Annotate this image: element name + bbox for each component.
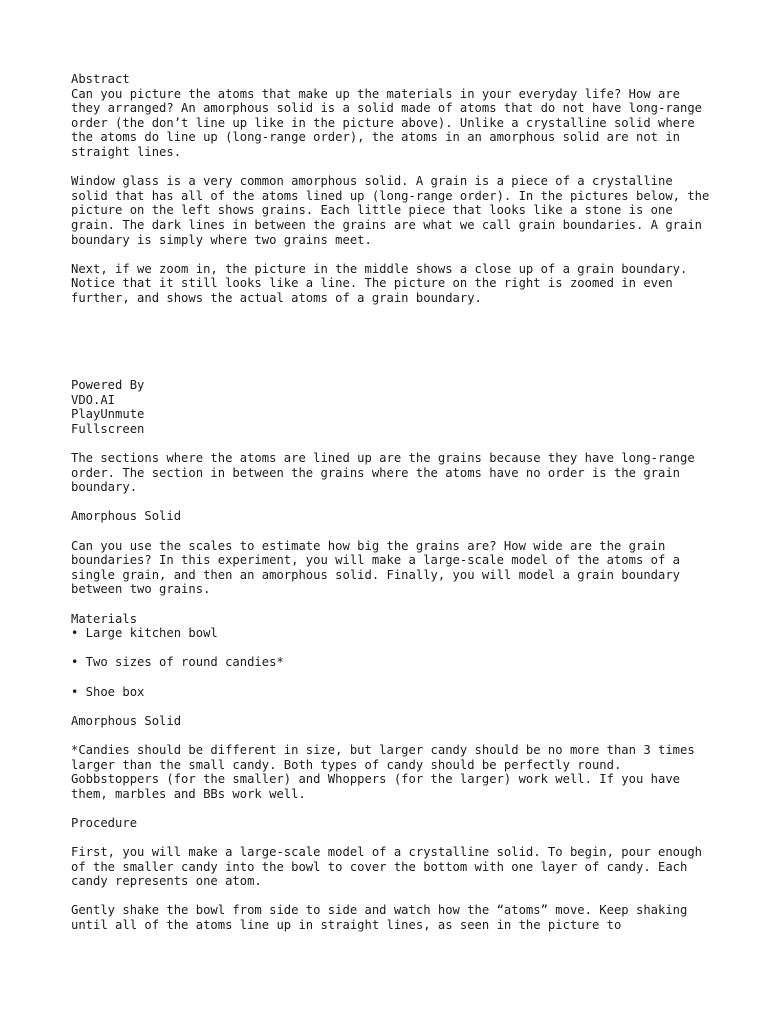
procedure-section: [71, 816, 711, 933]
abstract-paragraph-3: Next, if we zoom in, the picture in the middle shows a close up of a grain boundary. Notice that it still looks like a line. The picture on the right is zoomed in even further, and shows the actual atoms of a grain boundary.: [71, 261, 688, 305]
amorphous-solid-caption-1: Amorphous Solid: [71, 509, 182, 524]
play-unmute-button[interactable]: PlayUnmute: [71, 407, 145, 422]
materials-heading: Materials: [71, 611, 138, 626]
procedure-paragraph-1: First, you will make a large-scale model of a crystalline solid. To begin, pour enough of the smaller candy into the bowl to cover the bottom with one layer of candy. Each candy represents one atom.: [71, 845, 703, 889]
materials-item: • Shoe box: [71, 684, 145, 699]
grains-paragraph: The sections where the atoms are lined up are the grains because they have long-range order. The section in between the grains where the atoms have no order is the grain boundary.: [71, 451, 695, 495]
fullscreen-button[interactable]: Fullscreen: [71, 421, 145, 436]
abstract-paragraph-1: Can you picture the atoms that make up the materials in your everyday life? How are they arranged? An amorphous solid is a solid made of atoms that do not have long-range order (the don’t line up like in the picture above). Unlike a crystalline solid where the atoms do line up (long-range order), the atoms in an amorphous solid are not in straight lines.: [71, 86, 703, 159]
video-placeholder-space: [71, 320, 711, 378]
materials-item: • Large kitchen bowl: [71, 626, 218, 641]
scales-paragraph: Can you use the scales to estimate how big the grains are? How wide are the grain boundaries? In this experiment, you will make a large-scale model of the atoms of a single grain, and then an amorphous solid. Finally, you will model a grain boundary between two grains.: [71, 538, 681, 597]
powered-by-label: Powered By: [71, 378, 145, 393]
materials-section: [71, 612, 711, 802]
spacer: [71, 436, 711, 451]
candies-note: *Candies should be different in size, but larger candy should be no more than 3 times larger than the small candy. Both types of candy should be perfectly round. Gobbstoppers (for the smaller) and Whoppers (for the larger) work well. If you have them, marbles and BBs work well.: [71, 742, 695, 801]
procedure-paragraph-2: Gently shake the bowl from side to side and watch how the “atoms” move. Keep shaking until all of the atoms line up in straight lines, as seen in the picture to: [71, 903, 688, 933]
abstract-section: [71, 72, 711, 306]
video-player-text: [71, 378, 711, 436]
amorphous-solid-caption-2: Amorphous Solid: [71, 713, 182, 728]
materials-item: • Two sizes of round candies*: [71, 655, 284, 670]
abstract-heading: Abstract: [71, 72, 130, 86]
abstract-paragraph-2: Window glass is a very common amorphous solid. A grain is a piece of a crystalline solid that has all of the atoms lined up (long-range order). In the pictures below, the picture on the left shows grains. Each little piece that looks like a stone is one grain. The dark lines in between the grains are what we call grain boundaries. A grain boundary is simply where two grains meet.: [71, 174, 710, 247]
vdo-ai-link[interactable]: VDO.AI: [71, 392, 116, 407]
procedure-heading: Procedure: [71, 815, 138, 830]
document-body: [71, 72, 711, 947]
